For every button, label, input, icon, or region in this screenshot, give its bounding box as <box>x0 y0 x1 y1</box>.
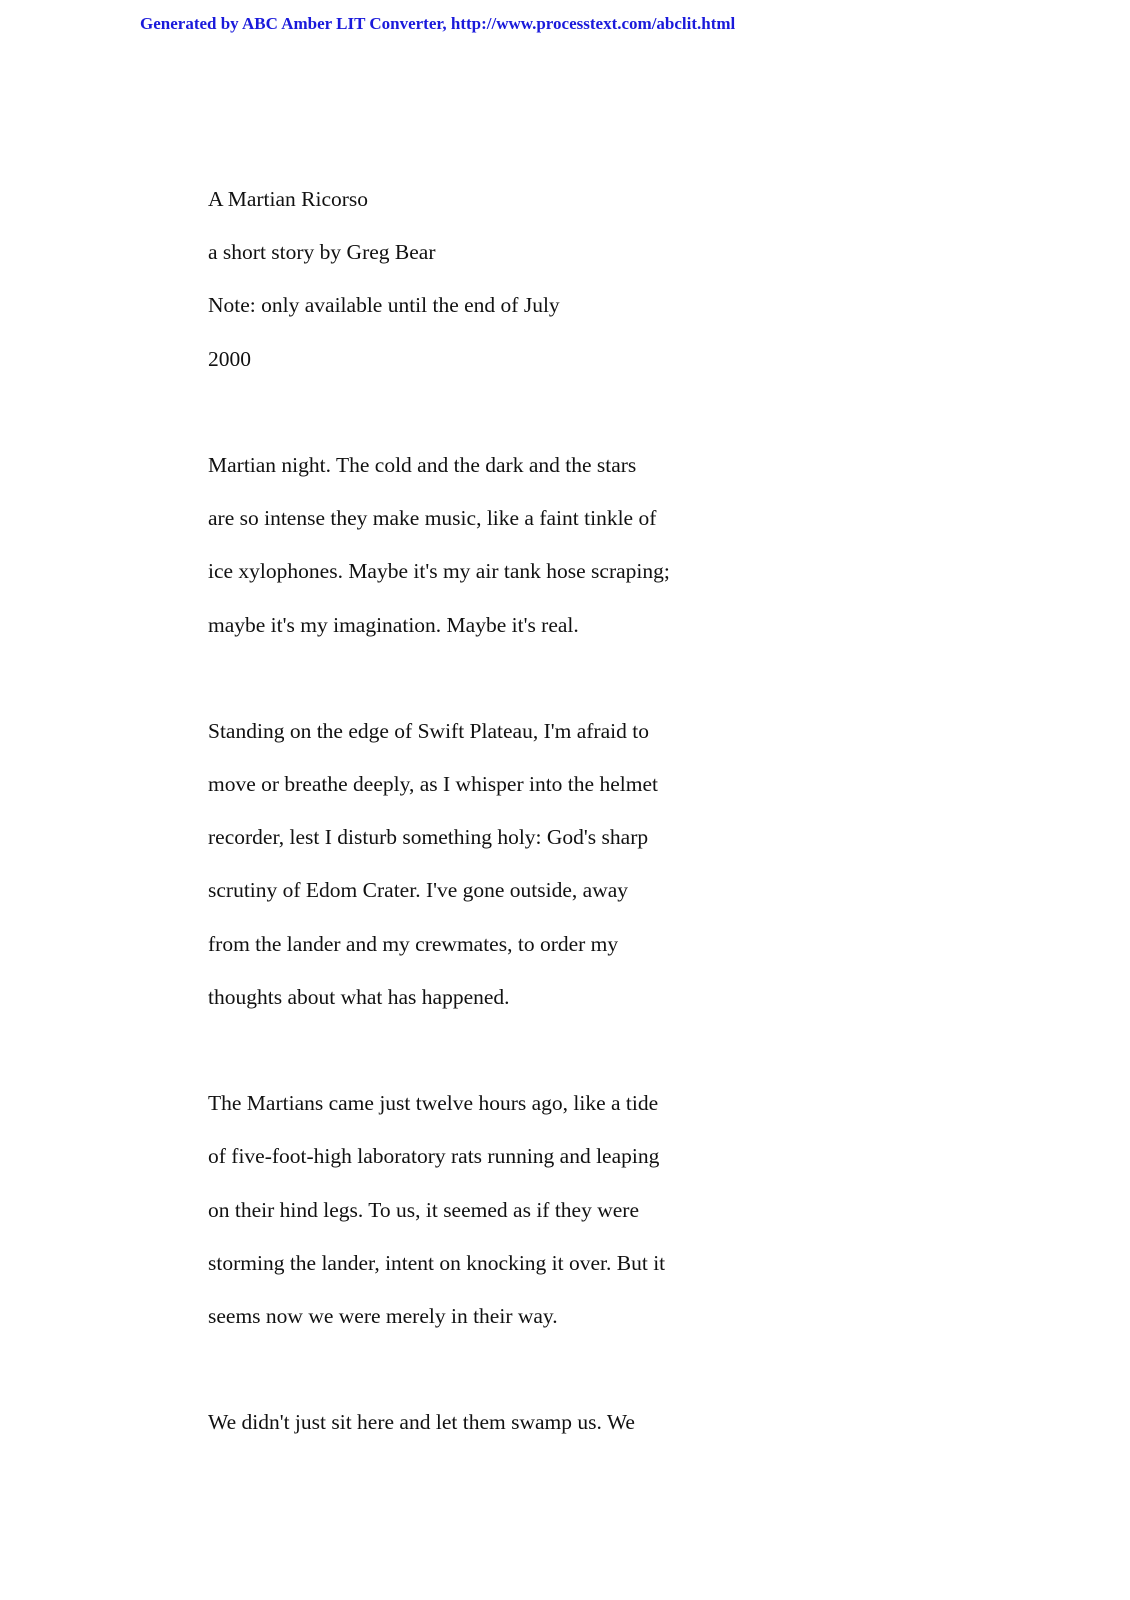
paragraph <box>208 1407 908 1460</box>
story-title: A Martian Ricorso <box>208 187 369 211</box>
text-line: seems now we were merely in their way. <box>208 1303 558 1328</box>
availability-note: Note: only available until the end of July <box>208 293 560 318</box>
text-line: of five-foot-high laboratory rats running and leaping <box>208 1144 660 1169</box>
text-line: thoughts about what has happened. <box>208 984 510 1009</box>
spacer <box>208 663 908 716</box>
paragraph <box>208 450 908 663</box>
text-line: move or breathe deeply, as I whisper into the helmet <box>208 772 658 797</box>
text-line: storming the lander, intent on knocking it over. But it <box>208 1250 666 1275</box>
spacer <box>208 1035 908 1088</box>
paragraph <box>208 1088 908 1354</box>
text-line: ice xylophones. Maybe it's my air tank hose scraping; <box>208 559 670 584</box>
text-line: The Martians came just twelve hours ago, like a tide <box>208 1091 659 1116</box>
document-body <box>208 184 908 1461</box>
spacer <box>208 1354 908 1407</box>
spacer <box>208 397 908 450</box>
text-line: maybe it's my imagination. Maybe it's real. <box>208 612 579 637</box>
text-line: Standing on the edge of Swift Plateau, I'm afraid to <box>208 718 649 743</box>
text-line: recorder, lest I disturb something holy: God's sharp <box>208 825 649 850</box>
text-line: are so intense they make music, like a faint tinkle of <box>208 506 657 531</box>
story-byline: a short story by Greg Bear <box>208 240 436 265</box>
text-line: Martian night. The cold and the dark and the stars <box>208 452 637 477</box>
paragraph <box>208 716 908 1035</box>
text-line: on their hind legs. To us, it seemed as if they were <box>208 1197 639 1222</box>
text-line: scrutiny of Edom Crater. I've gone outside, away <box>208 878 629 903</box>
text-line: We didn't just sit here and let them swamp us. We <box>208 1410 635 1435</box>
converter-banner: Generated by ABC Amber LIT Converter, http://www.processtext.com/abclit.html <box>140 14 736 33</box>
text-line: from the lander and my crewmates, to order my <box>208 931 619 956</box>
availability-year: 2000 <box>208 346 251 371</box>
